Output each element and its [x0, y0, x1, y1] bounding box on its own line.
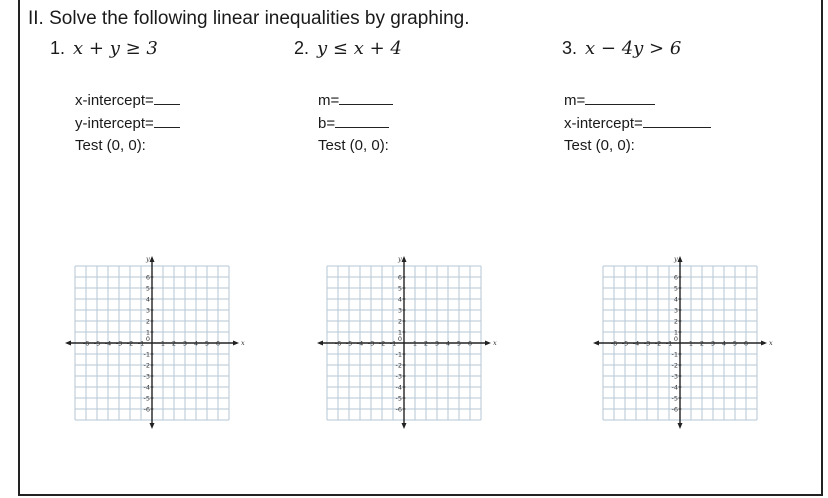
x-axis-label: x	[769, 339, 773, 347]
x-tick-label: 4	[193, 339, 199, 348]
graph-2[interactable]	[307, 250, 497, 440]
y-tick-label: 2	[397, 317, 402, 326]
x-tick-label: -6	[610, 339, 618, 348]
x-axis-label: x	[241, 339, 245, 347]
problem-1-field-2	[75, 115, 180, 132]
problem-2-field-3	[318, 137, 389, 154]
coordinate-grid-3[interactable]	[583, 250, 773, 440]
y-axis-label: y	[674, 255, 678, 263]
answer-blank[interactable]	[339, 92, 393, 105]
x-tick-label: -1	[389, 339, 397, 348]
x-axis-arrow-left	[317, 341, 323, 346]
x-tick-label: 2	[423, 339, 429, 348]
problem-3-heading	[562, 38, 681, 59]
field-label: x-intercept=	[564, 115, 643, 132]
problem-2-heading	[294, 38, 402, 59]
x-tick-label: -1	[137, 339, 145, 348]
coordinate-grid-1[interactable]	[55, 250, 245, 440]
problem-1-field-3	[75, 137, 146, 154]
y-tick-label: -5	[395, 394, 402, 403]
y-tick-label: 4	[145, 295, 150, 304]
y-axis-label: y	[398, 255, 402, 263]
x-tick-label: -4	[356, 339, 364, 348]
field-label: x-intercept=	[75, 92, 154, 109]
y-tick-label: 5	[145, 284, 150, 293]
origin-label: 0	[673, 335, 678, 343]
y-tick-label: 5	[397, 284, 402, 293]
y-tick-label: -5	[143, 394, 150, 403]
x-tick-label: 5	[732, 339, 738, 348]
field-label: Test (0, 0):	[75, 137, 146, 154]
x-tick-label: -5	[93, 339, 101, 348]
y-tick-label: 6	[673, 273, 678, 282]
problem-2-expression: y ≤ x + 4	[317, 38, 402, 59]
x-tick-label: -4	[632, 339, 640, 348]
x-tick-label: 5	[456, 339, 462, 348]
field-label: b=	[318, 115, 336, 132]
x-tick-label: 1	[160, 339, 166, 348]
y-tick-label: 5	[673, 284, 678, 293]
y-tick-label: -4	[671, 383, 678, 392]
y-axis-arrow-down	[678, 423, 683, 429]
y-tick-label: -6	[143, 405, 150, 414]
problem-2-number: 2.	[294, 38, 310, 58]
x-axis-arrow	[485, 341, 491, 346]
y-tick-label: 1	[397, 328, 402, 337]
problem-1-heading	[50, 38, 158, 59]
y-tick-label: -3	[671, 372, 678, 381]
x-tick-label: -1	[665, 339, 673, 348]
x-tick-label: 2	[171, 339, 177, 348]
x-tick-label: 3	[182, 339, 188, 348]
field-label: Test (0, 0):	[318, 137, 389, 154]
field-label: Test (0, 0):	[564, 137, 635, 154]
x-tick-label: -3	[643, 339, 651, 348]
x-tick-label: 1	[688, 339, 694, 348]
y-tick-label: 4	[673, 295, 678, 304]
y-axis-arrow-down	[402, 423, 407, 429]
x-tick-label: 6	[743, 339, 749, 348]
problem-1-field-1	[75, 92, 180, 109]
answer-blank[interactable]	[585, 92, 655, 105]
answer-blank[interactable]	[643, 115, 711, 128]
y-tick-label: -4	[143, 383, 150, 392]
problem-1-expression: x + y ≥ 3	[73, 38, 158, 59]
y-tick-label: 3	[397, 306, 402, 315]
problem-3-expression: x − 4y > 6	[585, 38, 682, 59]
answer-blank[interactable]	[154, 92, 180, 105]
x-tick-label: -6	[82, 339, 90, 348]
problem-3-field-1	[564, 92, 655, 109]
y-tick-label: -2	[395, 361, 402, 370]
y-tick-label: -4	[395, 383, 402, 392]
y-tick-label: 4	[397, 295, 402, 304]
y-tick-label: -1	[395, 350, 402, 359]
field-label: y-intercept=	[75, 115, 154, 132]
x-tick-label: -3	[367, 339, 375, 348]
x-tick-label: -4	[104, 339, 112, 348]
x-tick-label: -2	[654, 339, 662, 348]
y-tick-label: -6	[671, 405, 678, 414]
origin-label: 0	[397, 335, 402, 343]
y-axis-arrow	[678, 256, 683, 262]
y-tick-label: 6	[397, 273, 402, 282]
y-axis-arrow-down	[150, 423, 155, 429]
y-tick-label: -1	[143, 350, 150, 359]
y-tick-label: 3	[145, 306, 150, 315]
section-title: II. Solve the following linear inequalities by graphing.	[28, 8, 470, 29]
x-tick-label: 3	[710, 339, 716, 348]
y-tick-label: -1	[671, 350, 678, 359]
y-tick-label: 3	[673, 306, 678, 315]
graph-1[interactable]	[55, 250, 245, 440]
y-tick-label: -3	[143, 372, 150, 381]
origin-label: 0	[145, 335, 150, 343]
problem-3-field-3	[564, 137, 635, 154]
x-tick-label: -2	[378, 339, 386, 348]
answer-blank[interactable]	[154, 115, 180, 128]
x-tick-label: 5	[204, 339, 210, 348]
problem-1-number: 1.	[50, 38, 66, 58]
y-tick-label: -3	[395, 372, 402, 381]
x-axis-arrow	[761, 341, 767, 346]
x-tick-label: 4	[721, 339, 727, 348]
y-axis-arrow	[402, 256, 407, 262]
field-label: m=	[564, 92, 586, 109]
field-label: m=	[318, 92, 340, 109]
x-axis-arrow-left	[593, 341, 599, 346]
x-tick-label: -5	[345, 339, 353, 348]
graph-3[interactable]	[583, 250, 773, 440]
x-tick-label: -3	[115, 339, 123, 348]
x-tick-label: 6	[215, 339, 221, 348]
y-tick-label: -5	[671, 394, 678, 403]
x-tick-label: -6	[334, 339, 342, 348]
x-tick-label: 2	[699, 339, 705, 348]
x-tick-label: 4	[445, 339, 451, 348]
answer-blank[interactable]	[335, 115, 389, 128]
y-tick-label: -2	[143, 361, 150, 370]
y-axis-label: y	[146, 255, 150, 263]
y-tick-label: -6	[395, 405, 402, 414]
x-tick-label: 6	[467, 339, 473, 348]
y-tick-label: 6	[145, 273, 150, 282]
x-axis-arrow	[233, 341, 239, 346]
y-tick-label: 2	[673, 317, 678, 326]
y-tick-label: -2	[671, 361, 678, 370]
problem-3-field-2	[564, 115, 711, 132]
problem-2-field-2	[318, 115, 389, 132]
x-tick-label: 1	[412, 339, 418, 348]
x-tick-label: -5	[621, 339, 629, 348]
x-axis-arrow-left	[65, 341, 71, 346]
problem-3-number: 3.	[562, 38, 578, 58]
problem-2-field-1	[318, 92, 393, 109]
y-tick-label: 1	[673, 328, 678, 337]
y-tick-label: 2	[145, 317, 150, 326]
coordinate-grid-2[interactable]	[307, 250, 497, 440]
x-tick-label: 3	[434, 339, 440, 348]
x-tick-label: -2	[126, 339, 134, 348]
y-axis-arrow	[150, 256, 155, 262]
y-tick-label: 1	[145, 328, 150, 337]
x-axis-label: x	[493, 339, 497, 347]
